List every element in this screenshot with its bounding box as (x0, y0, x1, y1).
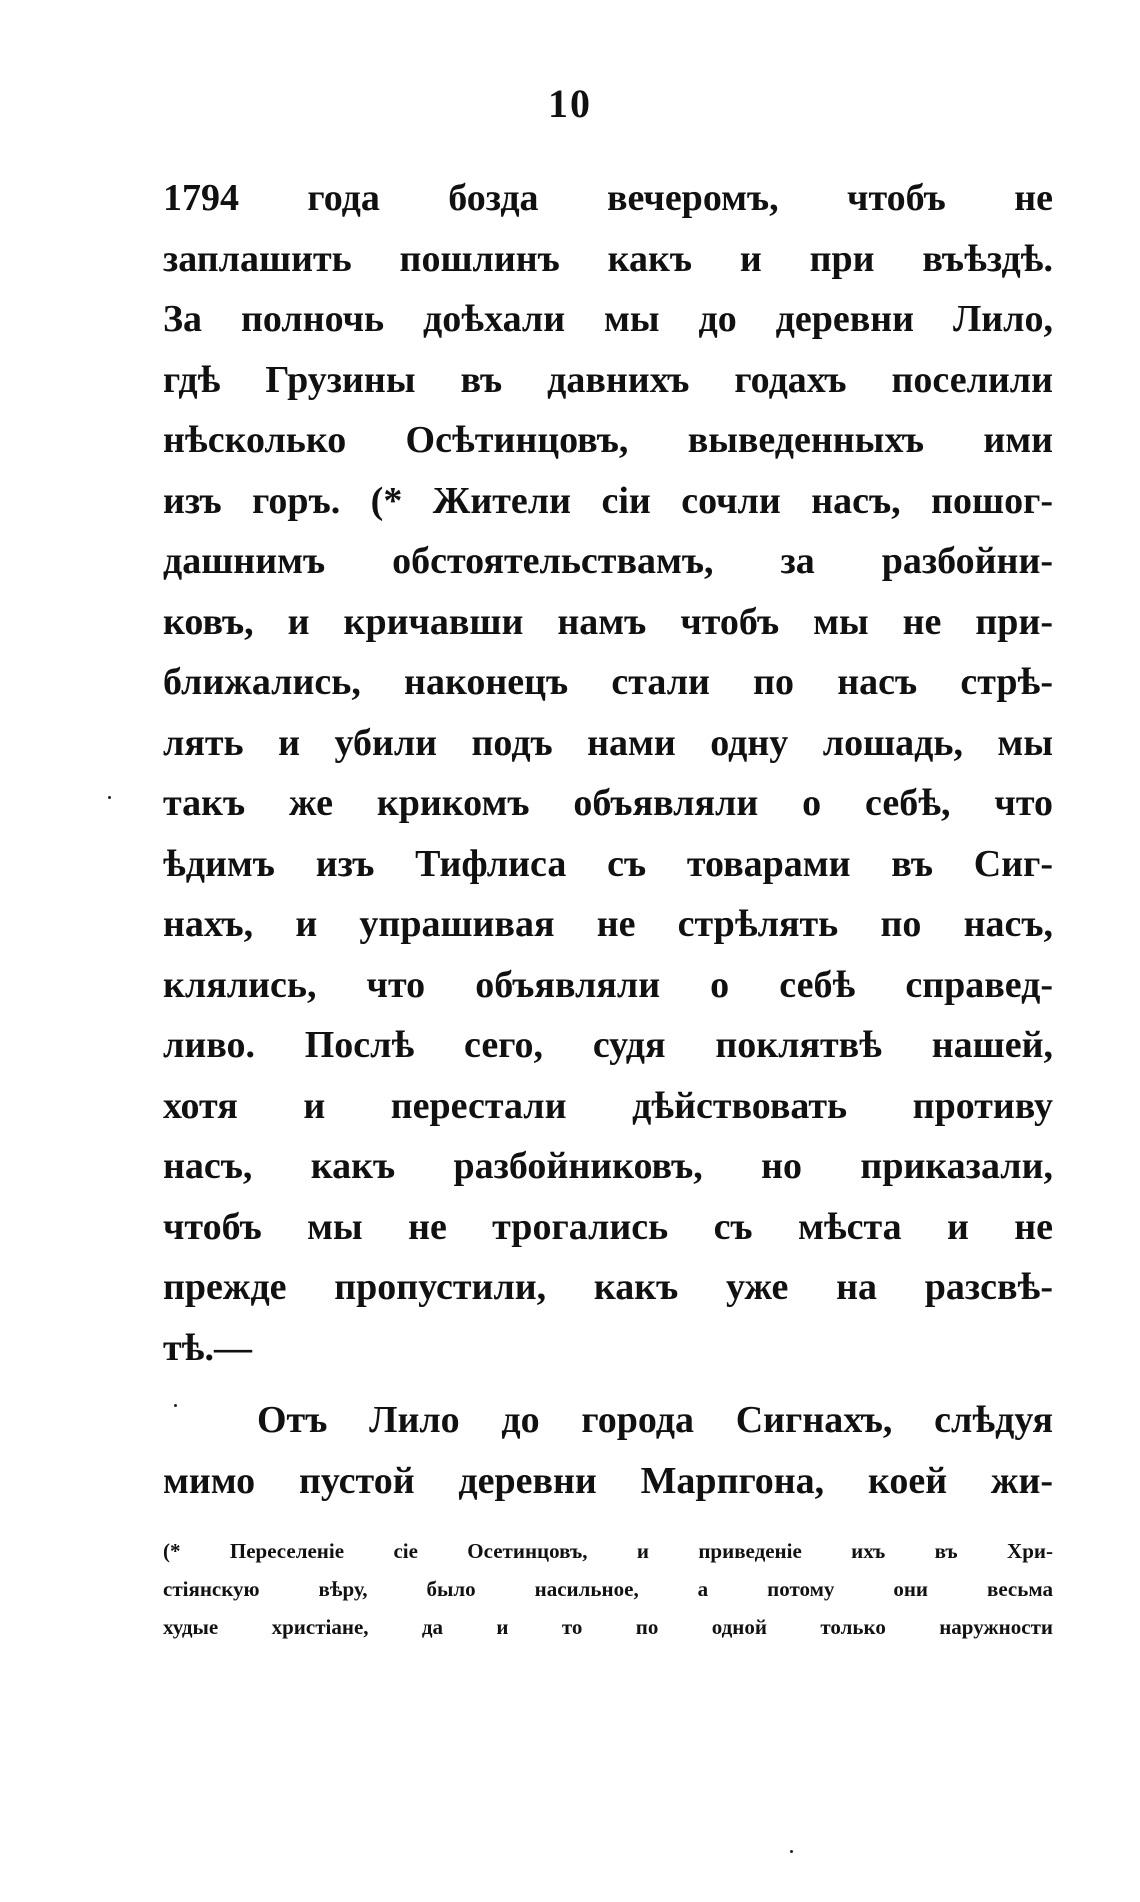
footnote-line: стіянскую вѣру, было насильное, а потому они весьма (163, 1577, 1053, 1601)
text-line: дашнимъ обстоятельствамъ, за разбойни- (163, 540, 1053, 582)
text-line: лять и убили подъ нами одну лошадь, мы (163, 721, 1053, 764)
text-line: клялись, что объявляли о себѣ справед- (163, 963, 1053, 1006)
text-line: тѣ.— (163, 1326, 252, 1369)
text-line: ковъ, и кричавши намъ чтобъ мы не при- (163, 600, 1053, 643)
text-line: такъ же крикомъ объявляли о себѣ, что (163, 782, 1053, 824)
text-line: нахъ, и упрашивая не стрѣлять по насъ, (163, 903, 1053, 945)
footnote-line: (* Переселеніе сіе Осетинцовъ, и приведеніе ихъ въ Хри- (163, 1539, 1053, 1563)
text-line: заплашить пошлинъ какъ и при въѣздѣ. (163, 237, 1053, 280)
text-line: Отъ Лило до города Сигнахъ, слѣдуя (257, 1399, 1053, 1441)
text-line: За полночь доѣхали мы до деревни Лило, (163, 298, 1053, 340)
text-line: чтобъ мы не трогались съ мѣста и не (163, 1205, 1053, 1248)
text-line: мимо пустой деревни Марпгона, коей жи- (163, 1459, 1053, 1502)
text-line: ливо. Послѣ сего, судя поклятвѣ нашей, (163, 1024, 1053, 1066)
text-line: нѣсколько Осѣтинцовъ, выведенныхъ ими (163, 419, 1053, 461)
footnote-line: худые христіане, да и то по одной только наружности (163, 1615, 1053, 1639)
text-line: 1794 года бозда вечеромъ, чтобъ не (163, 177, 1053, 219)
text-line: хотя и перестали дѣйствовать противу (163, 1084, 1053, 1127)
page-number: 10 (548, 81, 592, 126)
text-line: гдѣ Грузины въ давнихъ годахъ поселили (163, 358, 1053, 401)
text-line: прежде пропустили, какъ уже на разсвѣ- (163, 1266, 1053, 1308)
text-line: насъ, какъ разбойниковъ, но приказали, (163, 1145, 1053, 1187)
paragraph-main (163, 168, 1053, 1378)
ink-speck (790, 1850, 793, 1853)
footnote (163, 1532, 1053, 1646)
text-line: изъ горъ. (* Жители сіи сочли насъ, пошог- (163, 479, 1053, 522)
ink-speck (108, 796, 111, 799)
paragraph-second (163, 1390, 1053, 1511)
ink-speck (174, 1404, 177, 1407)
text-line: ближались, наконецъ стали по насъ стрѣ- (163, 661, 1053, 703)
text-line: ѣдимъ изъ Тифлиса съ товарами въ Сиг- (163, 842, 1053, 885)
